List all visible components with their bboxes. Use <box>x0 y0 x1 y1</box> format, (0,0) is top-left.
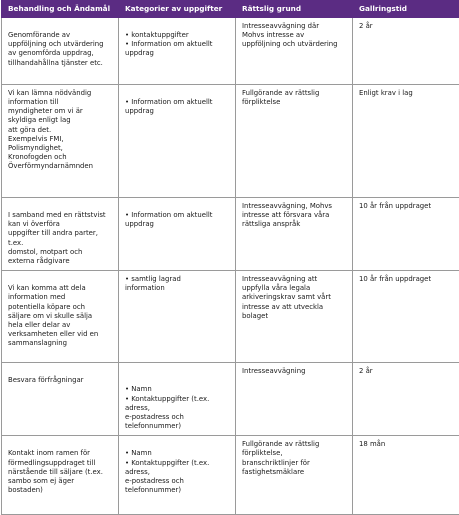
cell-text-line: hela eller delar av <box>8 321 113 330</box>
cell-text-line: Kronofogden och <box>8 153 113 162</box>
cell-text-line: av genomförda uppdrag, <box>8 49 113 58</box>
cell-text-line: information <box>125 284 230 293</box>
cell-text-line: sammanslagning <box>8 339 113 348</box>
purpose-cell <box>2 85 119 198</box>
cell-text-line: förpliktelse <box>242 98 347 107</box>
cell-text-line: e-postadress och <box>125 413 230 422</box>
cell-text-line: • Information om aktuellt <box>125 211 230 220</box>
cell-text-line: intresse att försvara våra <box>242 211 347 220</box>
legal-basis-cell <box>236 363 353 436</box>
cell-text-line: • kontaktuppgifter <box>125 31 230 40</box>
categories-cell <box>119 363 236 436</box>
header-purpose: Behandling och Ändamål <box>2 1 119 18</box>
cell-text-line <box>125 440 230 449</box>
cell-text-line: intresse av att utveckla <box>242 303 347 312</box>
cell-text-line <box>125 89 230 98</box>
cell-text-line: • Information om aktuellt <box>125 40 230 49</box>
cell-text-line: 18 mån <box>359 440 459 449</box>
cell-text-line: närstående till säljare (t.ex. <box>8 468 113 477</box>
cell-text-line: information till <box>8 98 113 107</box>
categories-cell <box>119 198 236 271</box>
retention-cell <box>353 198 459 271</box>
retention-cell <box>353 271 459 363</box>
cell-text-line: myndigheter om vi är <box>8 107 113 116</box>
legal-basis-cell <box>236 85 353 198</box>
cell-text-line: Vi kan komma att dela <box>8 284 113 293</box>
retention-cell <box>353 436 459 515</box>
cell-text-line <box>8 22 113 31</box>
purpose-cell <box>2 436 119 515</box>
purpose-cell <box>2 271 119 363</box>
cell-text-line: • Kontaktuppgifter (t.ex. <box>125 459 230 468</box>
cell-text-line: bostaden) <box>8 486 113 495</box>
cell-text-line: Intresseavvägning att <box>242 275 347 284</box>
cell-text-line: branschriktlinjer för <box>242 459 347 468</box>
cell-text-line <box>8 440 113 449</box>
purpose-cell <box>2 363 119 436</box>
legal-basis-cell <box>236 436 353 515</box>
cell-text-line: sambo som ej äger <box>8 477 113 486</box>
cell-text-line <box>8 275 113 284</box>
table-row <box>2 363 459 436</box>
cell-text-line: domstol, motpart och <box>8 248 113 257</box>
cell-text-line: 2 år <box>359 22 459 31</box>
cell-text-line: arkiveringskrav samt vårt <box>242 293 347 302</box>
legal-basis-cell <box>236 271 353 363</box>
table-body <box>2 18 459 515</box>
cell-text-line: 2 år <box>359 367 459 376</box>
cell-text-line: uppdrag <box>125 49 230 58</box>
cell-text-line: uppdrag <box>125 107 230 116</box>
cell-text-line: potentiella köpare och <box>8 303 113 312</box>
table-row <box>2 85 459 198</box>
header-retention: Gallringstid <box>353 1 459 18</box>
cell-text-line: Överförmyndarnämnden <box>8 162 113 171</box>
header-legal-basis: Rättslig grund <box>236 1 353 18</box>
cell-text-line: verksamheten eller vid en <box>8 330 113 339</box>
cell-text-line: säljare om vi skulle sälja <box>8 312 113 321</box>
table-row <box>2 436 459 515</box>
cell-text-line: uppfylla våra legala <box>242 284 347 293</box>
cell-text-line: Genomförande av <box>8 31 113 40</box>
cell-text-line: Vi kan lämna nödvändig <box>8 89 113 98</box>
cell-text-line: Enligt krav i lag <box>359 89 459 98</box>
cell-text-line: • samtlig lagrad <box>125 275 230 284</box>
header-row <box>2 1 459 18</box>
cell-text-line: uppdrag <box>125 220 230 229</box>
cell-text-line: kan vi överföra <box>8 220 113 229</box>
cell-text-line: • Namn <box>125 385 230 394</box>
cell-text-line <box>8 202 113 211</box>
cell-text-line: • Information om aktuellt <box>125 98 230 107</box>
cell-text-line: adress, <box>125 404 230 413</box>
cell-text-line: Intresseavvägning <box>242 367 347 376</box>
cell-text-line: t.ex. <box>8 239 113 248</box>
cell-text-line: • Kontaktuppgifter (t.ex. <box>125 395 230 404</box>
legal-basis-cell <box>236 18 353 85</box>
cell-text-line: 10 år från uppdraget <box>359 202 459 211</box>
retention-cell <box>353 18 459 85</box>
cell-text-line <box>125 22 230 31</box>
cell-text-line <box>8 367 113 376</box>
cell-text-line: Mohvs intresse av <box>242 31 347 40</box>
header-categories: Kategorier av uppgifter <box>119 1 236 18</box>
purpose-cell <box>2 198 119 271</box>
categories-cell <box>119 85 236 198</box>
cell-text-line <box>125 202 230 211</box>
cell-text-line: adress, <box>125 468 230 477</box>
cell-text-line: uppgifter till andra parter, <box>8 229 113 238</box>
cell-text-line: Fullgörande av rättslig <box>242 440 347 449</box>
data-processing-table <box>1 0 459 515</box>
table-row <box>2 198 459 271</box>
cell-text-line: I samband med en rättstvist <box>8 211 113 220</box>
cell-text-line: Intresseavvägning där <box>242 22 347 31</box>
cell-text-line: telefonnummer) <box>125 486 230 495</box>
cell-text-line: Exempelvis FMI, <box>8 135 113 144</box>
table-row <box>2 271 459 363</box>
cell-text-line: telefonnummer) <box>125 422 230 431</box>
cell-text-line: Intresseavvägning, Mohvs <box>242 202 347 211</box>
cell-text-line: skyldiga enligt lag <box>8 116 113 125</box>
cell-text-line: rättsliga anspråk <box>242 220 347 229</box>
cell-text-line: externa rådgivare <box>8 257 113 266</box>
purpose-cell <box>2 18 119 85</box>
cell-text-line: tillhandahållna tjänster etc. <box>8 59 113 68</box>
cell-text-line: uppföljning och utvärdering <box>8 40 113 49</box>
cell-text-line: Polismyndighet, <box>8 144 113 153</box>
cell-text-line: information med <box>8 293 113 302</box>
categories-cell <box>119 18 236 85</box>
cell-text-line <box>125 367 230 376</box>
cell-text-line: att göra det. <box>8 126 113 135</box>
cell-text-line: Fullgörande av rättslig <box>242 89 347 98</box>
cell-text-line: • Namn <box>125 449 230 458</box>
categories-cell <box>119 271 236 363</box>
cell-text-line: Besvara förfrågningar <box>8 376 113 385</box>
cell-text-line: e-postadress och <box>125 477 230 486</box>
retention-cell <box>353 363 459 436</box>
cell-text-line: bolaget <box>242 312 347 321</box>
cell-text-line <box>125 376 230 385</box>
legal-basis-cell <box>236 198 353 271</box>
cell-text-line: fastighetsmäklare <box>242 468 347 477</box>
cell-text-line: 10 år från uppdraget <box>359 275 459 284</box>
cell-text-line: förmedlingsuppdraget till <box>8 459 113 468</box>
cell-text-line: Kontakt inom ramen för <box>8 449 113 458</box>
retention-cell <box>353 85 459 198</box>
cell-text-line: uppföljning och utvärdering <box>242 40 347 49</box>
cell-text-line: förpliktelse, <box>242 449 347 458</box>
table-row <box>2 18 459 85</box>
categories-cell <box>119 436 236 515</box>
